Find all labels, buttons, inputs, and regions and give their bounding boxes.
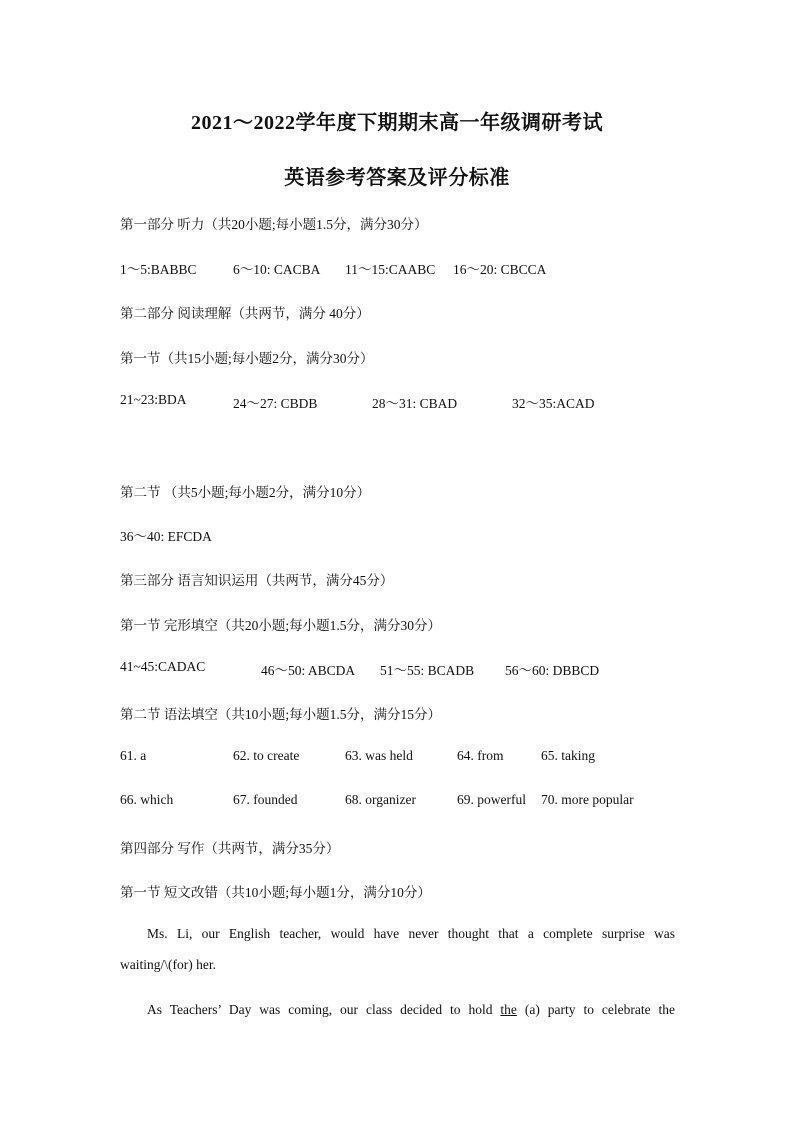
part1-answer-4: 16～20: CBCCA xyxy=(453,262,547,277)
grammar-answer-69: 69. powerful xyxy=(457,792,526,807)
part2-header: 第二部分 阅读理解（共两节，满分 40分） xyxy=(120,306,370,321)
correction-paragraph-1-line-1: Ms. Li, our English teacher, would have never thought that a complete surprise was xyxy=(147,926,675,941)
part2-section2-answers: 36～40: EFCDA xyxy=(120,529,212,544)
para2-text-after: (a) party to celebrate the xyxy=(516,1002,676,1017)
grammar-answer-62: 62. to create xyxy=(233,748,300,763)
document-title: 2021～2022学年度下期期末高一年级调研考试 xyxy=(191,112,603,134)
part1-answer-3: 11～15:CAABC xyxy=(345,262,436,277)
part3-section1-answer-3: 51～55: BCADB xyxy=(380,663,475,678)
part4-section1-header: 第一节 短文改错（共10小题;每小题1分，满分10分） xyxy=(120,885,431,900)
part2-section1-answer-1: 21~23:BDA xyxy=(120,392,187,407)
correction-paragraph-2-line-1 xyxy=(147,1002,675,1018)
part3-section2-header: 第二节 语法填空（共10小题;每小题1.5分，满分15分） xyxy=(120,707,442,722)
part3-section1-answer-2: 46～50: ABCDA xyxy=(261,663,356,678)
grammar-answer-67: 67. founded xyxy=(233,792,298,807)
part3-section1-answer-1: 41~45:CADAC xyxy=(120,659,206,674)
grammar-answer-66: 66. which xyxy=(120,792,174,807)
part1-answer-1: 1～5:BABBC xyxy=(120,262,197,277)
grammar-answer-61: 61. a xyxy=(120,748,147,763)
part2-section1-answer-3: 28～31: CBAD xyxy=(372,396,458,411)
part2-section1-answer-4: 32～35:ACAD xyxy=(512,396,595,411)
para2-text-before: As Teachers’ Day was coming, our class decided to hold xyxy=(147,1002,501,1017)
part3-section1-answer-4: 56～60: DBBCD xyxy=(505,663,600,678)
part2-section1-answer-2: 24～27: CBDB xyxy=(233,396,318,411)
correction-paragraph-1-line-2: waiting/\(for) her. xyxy=(120,957,216,972)
grammar-answer-63: 63. was held xyxy=(345,748,413,763)
grammar-answer-68: 68. organizer xyxy=(345,792,416,807)
part1-header: 第一部分 听力（共20小题;每小题1.5分，满分30分） xyxy=(120,217,428,232)
document-subtitle: 英语参考答案及评分标准 xyxy=(284,167,510,189)
grammar-answer-70: 70. more popular xyxy=(541,792,634,807)
para2-underlined-word: the xyxy=(500,1002,517,1017)
part2-section1-header: 第一节（共15小题;每小题2分，满分30分） xyxy=(120,351,374,366)
part3-header: 第三部分 语言知识运用（共两节，满分45分） xyxy=(120,573,394,588)
part3-section1-header: 第一节 完形填空（共20小题;每小题1.5分，满分30分） xyxy=(120,618,442,633)
part2-section2-header: 第二节 （共5小题;每小题2分，满分10分） xyxy=(120,485,371,500)
grammar-answer-64: 64. from xyxy=(457,748,504,763)
part4-header: 第四部分 写作（共两节，满分35分） xyxy=(120,841,340,856)
part1-answer-2: 6～10: CACBA xyxy=(233,262,321,277)
grammar-answer-65: 65. taking xyxy=(541,748,595,763)
